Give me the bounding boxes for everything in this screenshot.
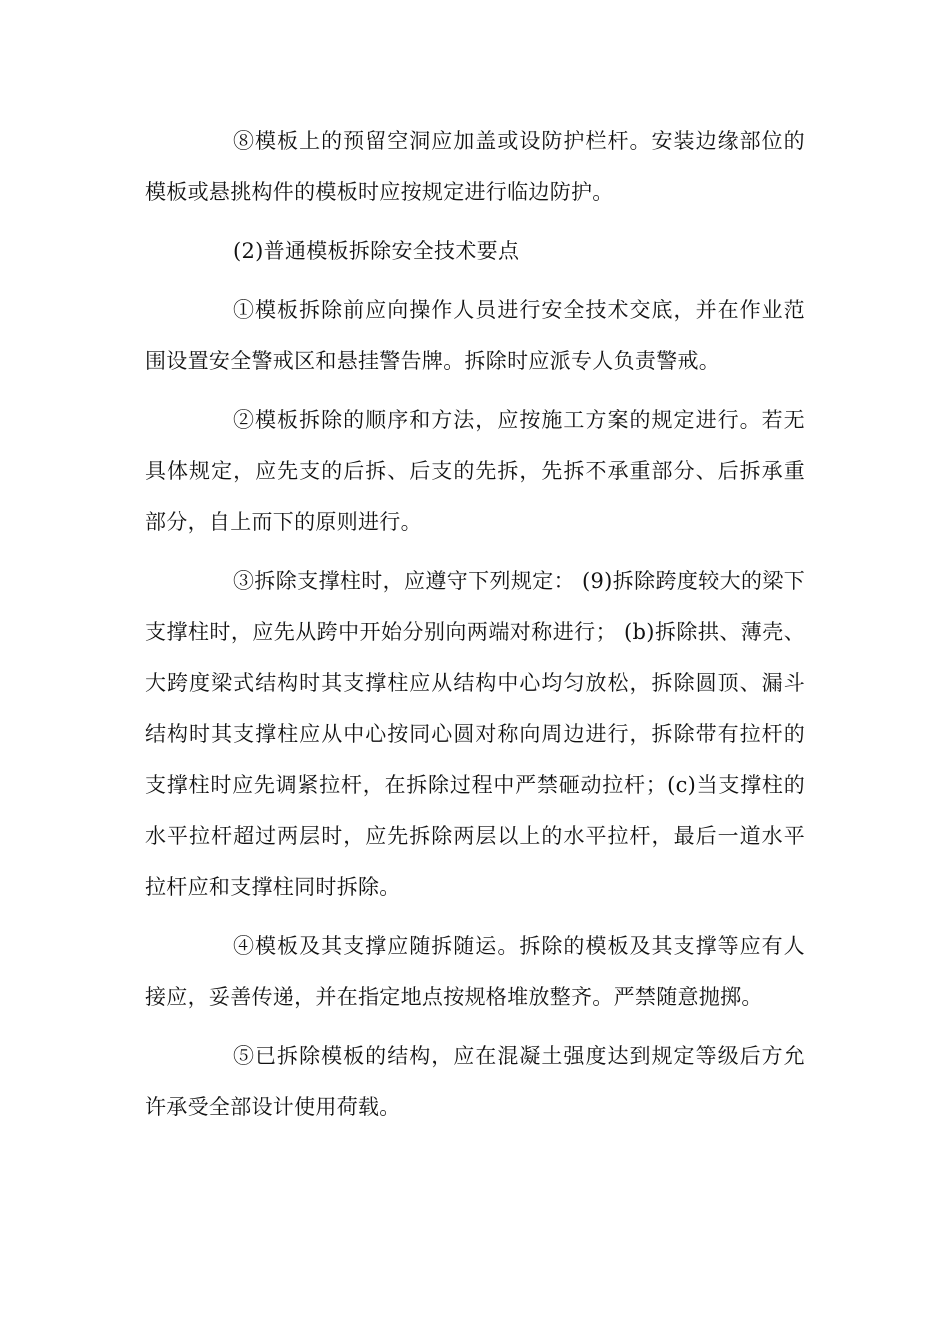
section-heading-removal-safety: (2)普通模板拆除安全技术要点 [233,239,520,263]
paragraph-item-1-briefing: ①模板拆除前应向操作人员进行安全技术交底，并在作业范围设置安全警戒区和悬挂警告牌。拆除时应派专人负责警戒。 [145,298,805,373]
paragraph-item-3-support-columns: ③拆除支撑柱时，应遵守下列规定： (9)拆除跨度较大的梁下支撑柱时，应先从跨中开始分别向两端对称进行； (b)拆除拱、薄壳、大跨度梁式结构时其支撑柱应从结构中心均匀放松，拆除圆顶、漏斗结构时其支撑柱应从中心按同心圆对称向周边进行，拆除带有拉杆的支撑柱时应先调紧拉杆，在拆除过程中严禁砸动拉杆；(c)当支撑柱的水平拉杆超过两层时，应先拆除两层以上的水平拉杆，最后一道水平拉杆应和支撑柱同时拆除。 [145,569,805,899]
document-body [145,116,805,1141]
paragraph-item-4-transport: ④模板及其支撑应随拆随运。拆除的模板及其支撑等应有人接应，妥善传递，并在指定地点按规格堆放整齐。严禁随意抛掷。 [145,934,805,1009]
paragraph-item-8-guarding: ⑧模板上的预留空洞应加盖或设防护栏杆。安装边缘部位的模板或悬挑构件的模板时应按规定进行临边防护。 [145,129,805,204]
paragraph-item-5-load: ⑤已拆除模板的结构，应在混凝土强度达到规定等级后方允许承受全部设计使用荷载。 [145,1044,805,1119]
paragraph-item-2-sequence: ②模板拆除的顺序和方法，应按施工方案的规定进行。若无具体规定，应先支的后拆、后支的先拆，先拆不承重部分、后拆承重部分，自上而下的原则进行。 [145,408,805,534]
